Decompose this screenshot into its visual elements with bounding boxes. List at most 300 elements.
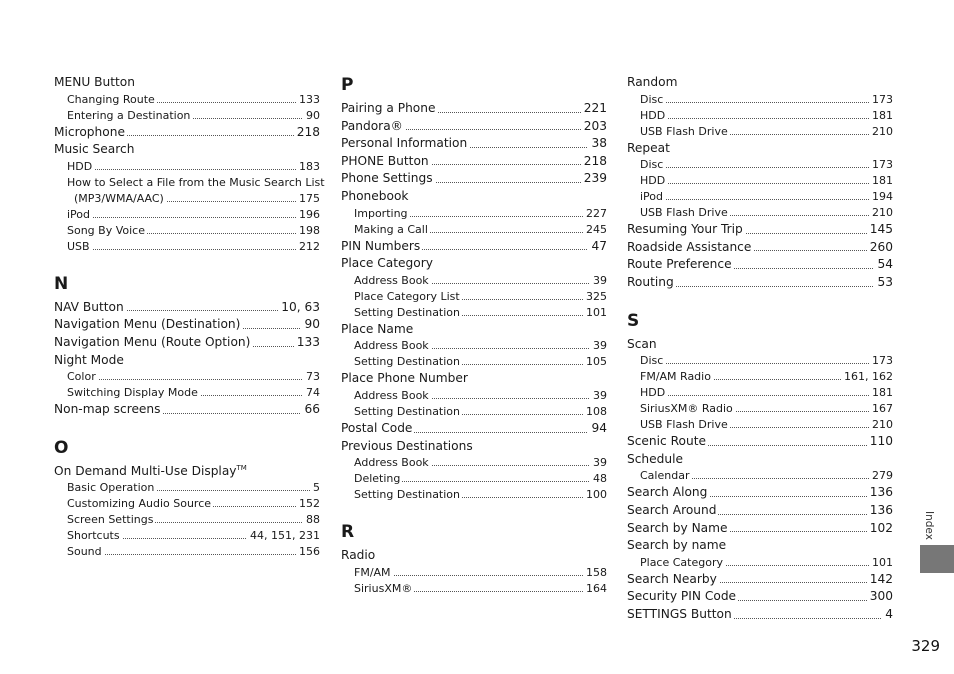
entry-term bbox=[354, 223, 430, 236]
entry-term-text: Resuming Your Trip bbox=[627, 222, 743, 237]
entry-term bbox=[627, 485, 709, 499]
index-subentry[interactable] bbox=[341, 455, 607, 471]
entry-term-text: Roadside Assistance bbox=[627, 239, 752, 254]
entry-term bbox=[354, 582, 414, 595]
entry-term bbox=[640, 174, 667, 187]
entry-page-number[interactable]: 133 bbox=[294, 334, 320, 352]
entry-term-text: Setting Destination bbox=[354, 404, 461, 418]
index-subentry[interactable] bbox=[627, 555, 893, 571]
entry-term bbox=[354, 405, 462, 418]
index-subentry[interactable] bbox=[54, 544, 320, 560]
entry-term-text: Repeat bbox=[627, 140, 670, 155]
entry-term bbox=[640, 418, 730, 431]
entry-term-text: SETTINGS Button bbox=[627, 606, 732, 621]
entry-term-text: SiriusXM® bbox=[354, 581, 413, 595]
index-subentry[interactable] bbox=[627, 468, 893, 484]
entry-page-number[interactable]: 161, 162 bbox=[841, 369, 893, 385]
entry-term bbox=[67, 529, 122, 542]
entry-term-text: Routing bbox=[627, 274, 674, 289]
entry-page-number[interactable]: 88 bbox=[303, 512, 320, 528]
index-entry[interactable] bbox=[54, 334, 320, 352]
index-entry[interactable] bbox=[341, 170, 607, 188]
index-entry[interactable] bbox=[627, 588, 893, 606]
index-subentry[interactable] bbox=[627, 417, 893, 433]
entry-page-number[interactable]: 10, 63 bbox=[278, 299, 320, 317]
entry-page-number[interactable]: 218 bbox=[294, 124, 320, 142]
entry-term bbox=[74, 192, 166, 205]
index-entry[interactable] bbox=[54, 463, 320, 481]
entry-page-number[interactable]: 47 bbox=[588, 238, 607, 256]
entry-term-text: Shortcuts bbox=[67, 529, 120, 543]
entry-term-text: USB Flash Drive bbox=[640, 124, 728, 138]
entry-page-number[interactable]: 181 bbox=[869, 385, 893, 401]
section-letter-heading: N bbox=[54, 273, 69, 294]
entry-page-number[interactable]: 39 bbox=[590, 273, 607, 289]
entry-term-text: Night Mode bbox=[54, 352, 124, 367]
entry-page-number[interactable]: 105 bbox=[583, 354, 607, 370]
entry-term-text: Music Search bbox=[54, 142, 135, 157]
entry-term-text: Switching Display Mode bbox=[67, 386, 198, 400]
entry-term bbox=[341, 256, 435, 270]
entry-term bbox=[640, 93, 665, 106]
index-subentry[interactable] bbox=[627, 157, 893, 173]
entry-term-text: FM/AM Radio bbox=[640, 370, 711, 384]
entry-term bbox=[640, 370, 713, 383]
entry-term bbox=[354, 274, 431, 287]
entry-term-text: Place Category bbox=[640, 555, 723, 569]
index-entry[interactable] bbox=[54, 74, 320, 92]
entry-term-text: Importing bbox=[354, 206, 408, 220]
entry-term bbox=[341, 439, 475, 453]
entry-term-text: Disc bbox=[640, 354, 664, 368]
index-entry[interactable] bbox=[627, 239, 893, 257]
entry-term bbox=[67, 513, 155, 526]
entry-page-number[interactable]: 108 bbox=[583, 404, 607, 420]
entry-page-number[interactable]: 102 bbox=[867, 520, 893, 538]
index-entry[interactable] bbox=[54, 299, 320, 317]
entry-term bbox=[54, 300, 126, 314]
entry-term-text: iPod bbox=[67, 207, 91, 221]
entry-page-number[interactable]: 73 bbox=[303, 369, 320, 385]
entry-page-number[interactable]: 156 bbox=[296, 544, 320, 560]
entry-page-number[interactable]: 173 bbox=[869, 353, 893, 369]
entry-term bbox=[67, 208, 92, 221]
entry-term-text: Address Book bbox=[354, 339, 429, 353]
entry-term-text: Phone Settings bbox=[341, 171, 433, 186]
entry-term-text: HDD bbox=[640, 386, 666, 400]
index-subentry[interactable] bbox=[54, 92, 320, 108]
entry-term-text: Address Book bbox=[354, 273, 429, 287]
entry-term bbox=[67, 545, 104, 558]
entry-page-number[interactable]: 136 bbox=[867, 484, 893, 502]
entry-term-text: Navigation Menu (Route Option) bbox=[54, 334, 251, 349]
section-gap bbox=[627, 292, 893, 310]
entry-page-number[interactable]: 221 bbox=[581, 100, 607, 118]
entry-term bbox=[341, 154, 431, 168]
index-subentry[interactable] bbox=[341, 471, 607, 487]
index-subentry[interactable] bbox=[627, 385, 893, 401]
entry-term-text: Setting Destination bbox=[354, 305, 461, 319]
entry-page-number[interactable]: 152 bbox=[296, 496, 320, 512]
entry-term-text: Scan bbox=[627, 336, 657, 351]
index-entry[interactable] bbox=[341, 370, 607, 388]
entry-term bbox=[627, 141, 672, 155]
entry-page-number[interactable]: 53 bbox=[874, 274, 893, 292]
entry-term bbox=[354, 290, 462, 303]
entry-page-number[interactable]: 181 bbox=[869, 173, 893, 189]
entry-term bbox=[354, 389, 431, 402]
entry-term bbox=[640, 190, 665, 203]
entry-term-text: Search by Name bbox=[627, 520, 728, 535]
entry-term-text: On Demand Multi-Use Display bbox=[54, 463, 237, 478]
entry-page-number[interactable]: 181 bbox=[869, 108, 893, 124]
entry-term-text: Non-map screens bbox=[54, 402, 161, 417]
entry-term bbox=[640, 125, 730, 138]
index-subentry[interactable] bbox=[54, 191, 320, 207]
entry-term bbox=[54, 353, 126, 367]
index-entry[interactable] bbox=[341, 255, 607, 273]
index-subentry[interactable] bbox=[341, 222, 607, 238]
entry-page-number[interactable]: 245 bbox=[583, 222, 607, 238]
section-gap bbox=[54, 419, 320, 437]
entry-term bbox=[627, 434, 708, 448]
entry-term-text: Sound bbox=[67, 545, 102, 559]
index-entry[interactable] bbox=[627, 451, 893, 469]
section-gap bbox=[341, 503, 607, 521]
index-subentry[interactable] bbox=[341, 404, 607, 420]
entry-term bbox=[627, 275, 676, 289]
index-entry[interactable] bbox=[54, 141, 320, 159]
entry-term-text: PIN Numbers bbox=[341, 238, 421, 253]
entry-term bbox=[341, 371, 470, 385]
index-subentry[interactable] bbox=[627, 401, 893, 417]
entry-page-number[interactable]: 175 bbox=[296, 191, 320, 207]
index-subentry[interactable] bbox=[54, 159, 320, 175]
entry-page-number[interactable]: 101 bbox=[869, 555, 893, 571]
index-entry[interactable] bbox=[341, 438, 607, 456]
index-subentry[interactable] bbox=[54, 207, 320, 223]
dot-leader bbox=[67, 554, 320, 555]
index-side-label: Index bbox=[923, 510, 935, 540]
entry-page-number[interactable]: 4 bbox=[882, 606, 893, 624]
entry-term bbox=[627, 75, 679, 89]
entry-term-text: Address Book bbox=[354, 456, 429, 470]
index-subentry[interactable] bbox=[627, 205, 893, 221]
dot-leader bbox=[640, 118, 893, 119]
entry-page-number[interactable]: 90 bbox=[303, 108, 320, 124]
entry-page-number[interactable]: 325 bbox=[583, 289, 607, 305]
entry-term-text: Search by name bbox=[627, 538, 727, 553]
index-entry[interactable] bbox=[627, 433, 893, 451]
entry-term-text: Address Book bbox=[354, 388, 429, 402]
entry-term bbox=[341, 136, 469, 150]
entry-term-text: Search Around bbox=[627, 502, 717, 517]
index-entry[interactable] bbox=[54, 316, 320, 334]
index-side-tab[interactable] bbox=[920, 545, 954, 573]
entry-page-number[interactable]: 39 bbox=[590, 455, 607, 471]
entry-term bbox=[640, 206, 730, 219]
entry-page-number[interactable]: 203 bbox=[581, 118, 607, 136]
entry-term bbox=[640, 354, 665, 367]
index-entry[interactable] bbox=[627, 502, 893, 520]
entry-term-text: Place Category bbox=[341, 256, 433, 271]
entry-page-number[interactable]: 164 bbox=[583, 581, 607, 597]
entry-term bbox=[67, 93, 157, 106]
index-subentry[interactable] bbox=[341, 565, 607, 581]
entry-term-text: Scenic Route bbox=[627, 434, 706, 449]
entry-term bbox=[54, 335, 252, 349]
entry-term bbox=[640, 386, 667, 399]
index-entry[interactable] bbox=[341, 188, 607, 206]
entry-term bbox=[627, 257, 734, 271]
index-entry[interactable] bbox=[341, 420, 607, 438]
entry-page-number[interactable]: 94 bbox=[588, 420, 607, 438]
index-entry[interactable] bbox=[341, 238, 607, 256]
entry-page-number[interactable]: 101 bbox=[583, 305, 607, 321]
entry-term bbox=[67, 481, 156, 494]
entry-term-text: USB bbox=[67, 239, 90, 253]
entry-page-number[interactable]: 173 bbox=[869, 92, 893, 108]
index-subentry[interactable] bbox=[341, 581, 607, 597]
index-subentry[interactable] bbox=[341, 206, 607, 222]
dot-leader bbox=[640, 395, 893, 396]
entry-term-text: Basic Operation bbox=[67, 481, 155, 495]
entry-term-text: Microphone bbox=[54, 124, 125, 139]
entry-page-number[interactable]: 5 bbox=[310, 480, 320, 496]
entry-term bbox=[67, 497, 213, 510]
dot-leader bbox=[640, 363, 893, 364]
entry-term bbox=[67, 176, 327, 189]
dot-leader bbox=[67, 249, 320, 250]
index-subentry[interactable] bbox=[54, 512, 320, 528]
entry-term-text: Postal Code bbox=[341, 420, 413, 435]
entry-page-number[interactable]: 39 bbox=[590, 338, 607, 354]
index-entry[interactable] bbox=[341, 135, 607, 153]
entry-term-text: Radio bbox=[341, 548, 376, 563]
index-subentry[interactable] bbox=[341, 273, 607, 289]
index-entry[interactable] bbox=[54, 401, 320, 419]
index-entry[interactable] bbox=[627, 336, 893, 354]
entry-term-text: Security PIN Code bbox=[627, 589, 737, 604]
index-subentry[interactable] bbox=[341, 289, 607, 305]
entry-term bbox=[67, 109, 192, 122]
index-subentry[interactable] bbox=[627, 189, 893, 205]
index-subentry[interactable] bbox=[54, 175, 325, 191]
entry-term-text: Screen Settings bbox=[67, 513, 154, 527]
index-subentry[interactable] bbox=[54, 369, 320, 385]
entry-term-text: Customizing Audio Source bbox=[67, 497, 212, 511]
index-entry[interactable] bbox=[341, 118, 607, 136]
index-entry[interactable] bbox=[341, 547, 607, 565]
index-column-1 bbox=[54, 74, 325, 560]
entry-page-number[interactable]: 227 bbox=[583, 206, 607, 222]
entry-term-text: Disc bbox=[640, 92, 664, 106]
index-subentry[interactable] bbox=[54, 239, 320, 255]
entry-page-number[interactable]: 196 bbox=[296, 207, 320, 223]
index-subentry[interactable] bbox=[627, 124, 893, 140]
entry-term bbox=[354, 488, 462, 501]
entry-page-number[interactable]: 142 bbox=[867, 571, 893, 589]
entry-term-text: Calendar bbox=[640, 469, 690, 483]
dot-leader bbox=[640, 183, 893, 184]
index-subentry[interactable] bbox=[341, 354, 607, 370]
entry-page-number[interactable]: 194 bbox=[869, 189, 893, 205]
entry-page-number[interactable]: 158 bbox=[583, 565, 607, 581]
dot-leader bbox=[67, 169, 320, 170]
entry-page-number[interactable]: 260 bbox=[867, 239, 893, 257]
entry-term-text: Place Phone Number bbox=[341, 371, 468, 386]
index-entry[interactable] bbox=[627, 140, 893, 158]
index-column-2 bbox=[341, 74, 607, 597]
index-entry[interactable] bbox=[627, 274, 893, 292]
entry-page-number[interactable]: 136 bbox=[867, 502, 893, 520]
index-entry[interactable] bbox=[627, 484, 893, 502]
entry-term-text: Making a Call bbox=[354, 222, 428, 236]
entry-page-number[interactable]: 110 bbox=[867, 433, 893, 451]
entry-term bbox=[354, 306, 462, 319]
index-subentry[interactable] bbox=[341, 338, 607, 354]
entry-term bbox=[354, 566, 393, 579]
index-subentry[interactable] bbox=[341, 388, 607, 404]
entry-term bbox=[341, 119, 405, 133]
section-letter-heading: P bbox=[341, 75, 354, 95]
index-subentry[interactable] bbox=[54, 385, 320, 401]
entry-term-text: Disc bbox=[640, 158, 664, 172]
index-column-3 bbox=[627, 74, 893, 624]
index-subentry[interactable] bbox=[54, 480, 320, 496]
entry-term bbox=[54, 125, 127, 139]
entry-page-number[interactable]: 279 bbox=[869, 468, 893, 484]
index-entry[interactable] bbox=[54, 352, 320, 370]
index-entry[interactable] bbox=[627, 537, 893, 555]
entry-term-text: SiriusXM® Radio bbox=[640, 402, 733, 416]
index-subentry[interactable] bbox=[627, 92, 893, 108]
page-number: 329 bbox=[911, 637, 940, 655]
entry-page-number[interactable]: 39 bbox=[590, 388, 607, 404]
entry-term-text: HDD bbox=[67, 159, 93, 173]
entry-term bbox=[67, 240, 92, 253]
dot-leader bbox=[640, 167, 893, 168]
entry-term-text: USB Flash Drive bbox=[640, 418, 728, 432]
index-subentry[interactable] bbox=[627, 108, 893, 124]
entry-term bbox=[54, 317, 242, 331]
index-entry[interactable] bbox=[341, 100, 607, 118]
entry-term bbox=[627, 589, 738, 603]
entry-page-number[interactable]: 173 bbox=[869, 157, 893, 173]
entry-term bbox=[341, 171, 435, 185]
index-entry[interactable] bbox=[627, 256, 893, 274]
entry-term-text: Setting Destination bbox=[354, 488, 461, 502]
entry-term-text: iPod bbox=[640, 190, 664, 204]
entry-page-number[interactable]: 167 bbox=[869, 401, 893, 417]
entry-page-number[interactable]: 183 bbox=[296, 159, 320, 175]
entry-term-text: Route Preference bbox=[627, 257, 732, 272]
entry-term-text: Phonebook bbox=[341, 188, 409, 203]
entry-page-number[interactable]: 44, 151, 231 bbox=[247, 528, 320, 544]
dot-leader bbox=[640, 199, 893, 200]
entry-term bbox=[341, 548, 377, 562]
entry-page-number[interactable]: 48 bbox=[590, 471, 607, 487]
index-subentry[interactable] bbox=[54, 496, 320, 512]
entry-page-number[interactable]: 90 bbox=[301, 316, 320, 334]
dot-leader bbox=[67, 379, 320, 380]
index-subentry[interactable] bbox=[627, 173, 893, 189]
entry-term bbox=[354, 456, 431, 469]
entry-term bbox=[54, 402, 163, 416]
entry-term bbox=[341, 322, 415, 336]
index-entry[interactable] bbox=[54, 124, 320, 142]
entry-term-text: Schedule bbox=[627, 451, 684, 466]
entry-term bbox=[354, 207, 410, 220]
entry-term bbox=[67, 386, 200, 399]
entry-page-number[interactable]: 210 bbox=[869, 124, 893, 140]
entry-term-text: How to Select a File from the Music Search List bbox=[67, 175, 325, 189]
entry-page-number[interactable]: 38 bbox=[588, 135, 607, 153]
entry-term bbox=[341, 101, 437, 115]
entry-term bbox=[627, 538, 728, 552]
entry-page-number[interactable]: 198 bbox=[296, 223, 320, 239]
entry-term bbox=[640, 402, 735, 415]
entry-page-number[interactable]: 66 bbox=[301, 401, 320, 419]
entry-page-number[interactable]: 74 bbox=[303, 385, 320, 401]
trademark-superscript: TM bbox=[236, 463, 247, 472]
index-entry[interactable] bbox=[341, 153, 607, 171]
entry-term-text: Deleting bbox=[354, 472, 401, 486]
index-entry[interactable] bbox=[627, 571, 893, 589]
index-subentry[interactable] bbox=[54, 108, 320, 124]
entry-page-number[interactable]: 210 bbox=[869, 417, 893, 433]
entry-page-number[interactable]: 210 bbox=[869, 205, 893, 221]
entry-term-text: Personal Information bbox=[341, 136, 468, 151]
index-entry[interactable] bbox=[627, 606, 893, 624]
section-letter-heading: S bbox=[627, 310, 640, 331]
index-subentry[interactable] bbox=[54, 528, 320, 544]
dot-leader bbox=[640, 102, 893, 103]
entry-term-text: Entering a Destination bbox=[67, 108, 191, 122]
entry-term bbox=[627, 572, 719, 586]
entry-page-number[interactable]: 145 bbox=[867, 221, 893, 239]
entry-term bbox=[640, 469, 691, 482]
entry-term bbox=[640, 158, 665, 171]
entry-term-text: FM/AM bbox=[354, 565, 391, 579]
entry-page-number[interactable]: 239 bbox=[581, 170, 607, 188]
entry-page-number[interactable]: 212 bbox=[296, 239, 320, 255]
entry-term-text: Navigation Menu (Destination) bbox=[54, 317, 241, 332]
entry-term bbox=[54, 75, 137, 89]
entry-term bbox=[627, 222, 745, 236]
entry-term-text: Setting Destination bbox=[354, 355, 461, 369]
entry-page-number[interactable]: 133 bbox=[296, 92, 320, 108]
entry-page-number[interactable]: 300 bbox=[867, 588, 893, 606]
index-entry[interactable] bbox=[627, 74, 893, 92]
index-entry[interactable] bbox=[627, 520, 893, 538]
entry-term-text: Pairing a Phone bbox=[341, 101, 436, 115]
index-subentry[interactable] bbox=[341, 305, 607, 321]
section-letter-heading: O bbox=[54, 437, 69, 458]
entry-term-text: Place Category List bbox=[354, 289, 460, 303]
index-subentry[interactable] bbox=[627, 353, 893, 369]
index-subentry[interactable] bbox=[341, 487, 607, 503]
entry-term-text: Pandora® bbox=[341, 118, 403, 133]
index-subentry[interactable] bbox=[627, 369, 893, 385]
entry-page-number[interactable]: 54 bbox=[874, 256, 893, 274]
index-entry[interactable] bbox=[341, 321, 607, 339]
entry-term-text: MENU Button bbox=[54, 75, 135, 89]
entry-page-number[interactable]: 100 bbox=[583, 487, 607, 503]
index-subentry[interactable] bbox=[54, 223, 320, 239]
index-entry[interactable] bbox=[627, 221, 893, 239]
entry-page-number[interactable]: 218 bbox=[581, 153, 607, 171]
